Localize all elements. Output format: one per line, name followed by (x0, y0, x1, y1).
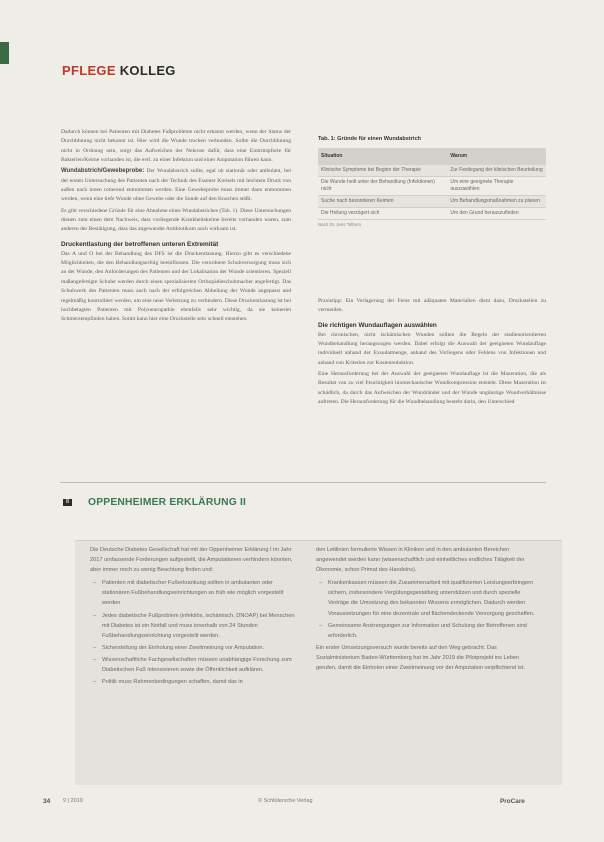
table-cell: Klinische Symptome bei Beginn der Therapie (318, 165, 447, 177)
table-cell: Zur Festlegung der klinischen Beurteilung (447, 165, 546, 177)
box-right-outro: Ein erster Umsetzungsversuch wurde bereits auf den Weg gebracht. Das Sozialministerium Baden-Württemberg hat im Jahr 2019 die Pilotprojekt ins Leben gerufen, damit die Einholen einer Zweitmeinung vor der Amputation verpflichtend ist. (316, 644, 525, 672)
journal-name: ProCare (500, 798, 525, 805)
green-margin-tab (0, 42, 9, 64)
table-1-title: Tab. 1: Gründe für einen Wundabstrich (318, 136, 421, 142)
box-right-column (316, 545, 536, 676)
list-item: – Wissenschaftliche Fachgesellschaften müssen unabhängige Forschung zum Diabetischen Fuß intensivieren sowie die Öffentlichkeit aufklären. (90, 655, 302, 675)
table-header-warum: Warum (447, 148, 546, 165)
box-title: OPPENHEIMER ERKLÄRUNG II (88, 497, 247, 508)
wundabstrich-paragraph (61, 167, 291, 204)
wundabstrich-text: Der Wundabstrich sollte, egal ob stationär oder ambulant, bei der ersten Untersuchung des Patienten nach der Technik des Essener Kreisels mit leichtem Druck von außen nach innen rotierend entnommen werden. Eine Gewebeprobe muss immer dann entnommen werden, wenn eine tiefe Wunde ohne Gewebe oder die Sonde auf den Knochen stößt. (61, 168, 291, 203)
box-intro: Die Deutsche Diabetes Gesellschaft hat mit der Oppenheimer Erklärung I im Jahr 2017 umfassende Forderungen aufgestellt, die Amputationen verhindern könnten, aber immer noch zu wenig Beachtung finden und: (90, 547, 293, 574)
table-1 (318, 136, 546, 227)
druckentlastung-heading: Druckentlastung der betroffenen unteren Extremität (61, 240, 219, 248)
table-row (318, 177, 546, 196)
box-right-intro: den Leitlinien formulierte Wissen in Kliniken und in den ambulanten Bereichen angewendet werden kann (wissenschaftlich und einheitliches endliches Tätigkeit der Ökonomie, schon Primat des Handelns). (316, 547, 525, 574)
mazeration-paragraph: Eine Herausforderung bei der Auswahl der geeigneten Wundauflage ist die Mazeration, die als Resultat von zu viel Feuchtigkeit biomechanischer Wundkompression entsteht. Diese Mazeration ist schädlich, da durch das Aufweichen der Wundränder und der Wunde ungünstige Wundverhältnisse auftreten. Die Herausforderung für die Wundbehandlung besteht darin, den Unterschied (318, 371, 546, 406)
list-item: – Gemeinsame Anstrengungen zur Information und Schulung der Betroffenen sind erforderlich. (316, 621, 536, 641)
box-left-list (90, 578, 302, 687)
praxistipp-paragraph: Praxistipp: Ein Verlagerung der Ferse mit adäquaten Materialien dient dazu, Druckstellen zu vermeiden. (318, 298, 546, 314)
section-label (62, 63, 176, 78)
table-cell: Suche nach besonderen Keimen (318, 196, 447, 208)
table-cell: Um Behandlungsmaßnahmen zu planen (447, 196, 546, 208)
druckentlastung-paragraph: Das A und O bei der Behandlung des DFS ist die Druckentlastung. Hierzu gibt es verschiedene Möglichkeiten, die den Behandlungserfolg beeinflussen. Die verordnete Schuhversorgung muss sich an der Wunde, den Anforderungen des Patienten und der Lokalisation der Wunde orientieren. Speziell maßangefertigte Schuhe werden durch einen spezialisierten Orthopädieschuhmacher angefertigt. Das Schuhwerk des Patienten muss auch nach der erfolgreichen Abheilung der Wunde angepasst und regelmäßig kontrolliert werden, um eine neue Verletzung zu verhindern. Diese Druckentlastung ist bei hochbetagten Patienten mit Polyneuropathie ebenfalls sehr wichtig, da sie keinerlei Schmerzempfinden haben. Somit kann hier eine Druckstelle sehr schnell entstehen. (61, 250, 291, 323)
section-divider (60, 482, 546, 483)
table-row (318, 208, 546, 220)
table-cell: Die Heilung verzögert sich (318, 208, 447, 220)
table-1-footnote: Nach Dr. Jens Tolborn (318, 222, 362, 227)
table-cell: Um den Grund herauszufinden (447, 208, 546, 220)
left-column (61, 128, 291, 327)
wundauflagen-paragraph: Bei chronischen, nicht ischämischen Wunden sollten die Regeln der stadienorientierten Wundbehandlung herangezogen werden. Dabei erfolgt die Auswahl der geeigneten Wundauflage individuell anhand der Exsudatmenge, anhand des Vorliegens oder Fehlens von Infektionen und anhand von Kriterien zur Kostenreduktion. (318, 331, 546, 366)
table-row (318, 165, 546, 177)
box-left-column (90, 545, 302, 689)
box-right-list (316, 578, 536, 641)
wundabstrich-runin: Wundabstrich/Gewebeprobe: (61, 168, 145, 175)
table-cell: Um eine geeignete Therapie auszuwählen (447, 177, 546, 196)
table-1-grid (318, 148, 546, 220)
list-item: – Politik muss Rahmenbedingungen schaffen, damit das in (90, 677, 302, 687)
table-cell: Die Wunde heilt unter der Behandlung (Infektionen) nicht (318, 177, 447, 196)
list-item: – Jedes diabetische Fußproblem (infektiös, ischämisch, DNOAP) bei Menschen mit Diabetes ist ein Notfall und muss innerhalb von 24 Stunden Fußbehandlungseinrichtung vorgestellt werden. (90, 611, 302, 641)
page-number: 34 (43, 798, 51, 805)
section-label-kolleg: KOLLEG (119, 63, 176, 78)
publisher-label: © Schlütersche Verlag (258, 798, 313, 804)
list-item: – Sicherstellung der Einholung einer Zweitmeinung vor Amputation. (90, 643, 302, 653)
table-row (318, 196, 546, 208)
list-item: – Patienten mit diabetischer Fußerkrankung sollten in ambulanten oder stationären Fußbehandlungseinrichtungen so früh wie möglich vorgestellt werden (90, 578, 302, 608)
issue-label: 9 | 2019 (63, 798, 83, 804)
section-label-pflege: PFLEGE (62, 63, 116, 78)
table-header-situation: Situation (318, 148, 447, 165)
gruende-paragraph: Es gibt verschiedene Gründe für eine Abnahme eines Wundabstriches (Tab. 1). Diese Untersuchungen dienen zum einen dem Nachweis, dass vorliegende Krankheitskeime bereits vorhanden waren, zum anderen der Bestätigung, dass das angewandte Antibiotikum auch wirksam ist. (61, 207, 291, 233)
wundauflagen-heading: Die richtigen Wundauflagen auswählen (318, 321, 437, 329)
table-header-row (318, 148, 546, 165)
intro-paragraph: Dadurch können bei Patienten mit Diabetes Fußprobleme nicht erkannt werden, wenn der Status der Durchblutung nicht bekannt ist. Hier wird die Wunde trocken verbunden. Sollte die Durchblutung nicht in Ordnung sein, sorgt das Aufweichen der Nekrose dafür, dass eine Eintrittspforte für Bakterien/Keime vorhanden ist, die evtl. zu einer Infektion und einer Amputation führen kann. (61, 129, 291, 164)
list-item: – Krankenkassen müssen die Zusammenarbeit mit qualifizierten Leistungserbringern sichern, insbesondere Vergütungsgestaltung unterstützen und durch spezielle Verträge die Umsetzung des bekannten Wissens ermöglichen. Dadurch werden Voraussetzungen für eine dezentrale und flächendeckende Versorgung geschaffen. (316, 578, 536, 618)
right-column (318, 297, 546, 409)
box-section-icon: II (63, 499, 72, 506)
